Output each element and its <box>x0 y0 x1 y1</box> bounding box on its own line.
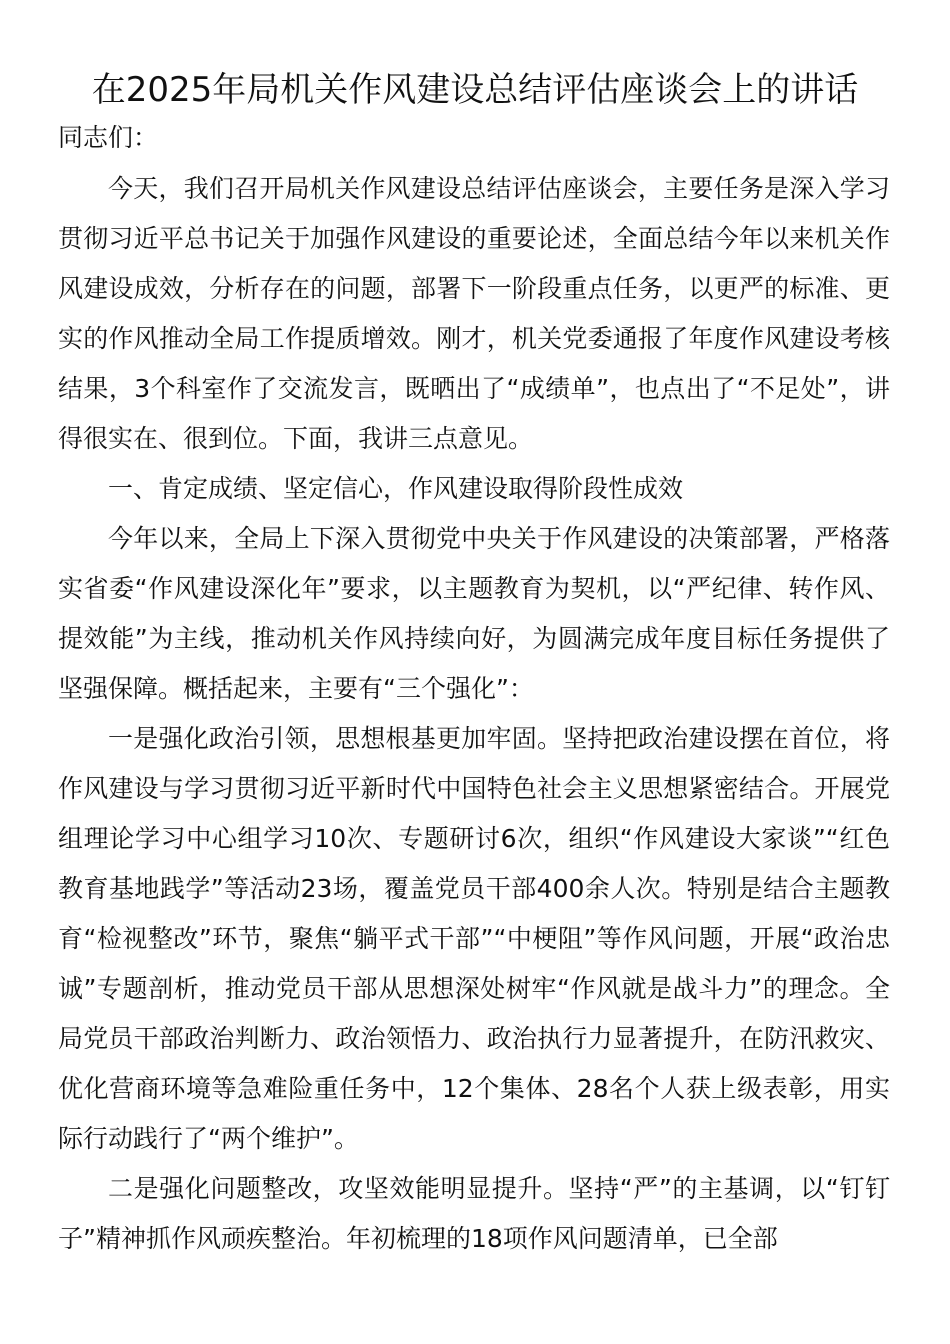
paragraph-overview: 今年以来，全局上下深入贯彻党中央关于作风建设的决策部署，严格落实省委“作风建设深化年”要求，以主题教育为契机，以“严纪律、转作风、提效能”为主线，推动机关作风持续向好，为圆满完成年度目标任务提供了坚强保障。概括起来，主要有“三个强化”： <box>58 524 890 703</box>
paragraph-point-1: 一是强化政治引领，思想根基更加牢固。坚持把政治建设摆在首位，将作风建设与学习贯彻习近平新时代中国特色社会主义思想紧密结合。开展党组理论学习中心组学习10次、专题研讨6次，组织“作风建设大家谈”“红色教育基地践学”等活动23场，覆盖党员干部400余人次。特别是结合主题教育“检视整改”环节，聚焦“躺平式干部”“中梗阻”等作风问题，开展“政治忠诚”专题剖析，推动党员干部从思想深处树牢“作风就是战斗力”的理念。全局党员干部政治判断力、政治领悟力、政治执行力显著提升，在防汛救灾、优化营商环境等急难险重任务中，12个集体、28名个人获上级表彰，用实际行动践行了“两个维护”。 <box>58 724 890 1153</box>
paragraph-intro: 今天，我们召开局机关作风建设总结评估座谈会，主要任务是深入学习贯彻习近平总书记关于加强作风建设的重要论述，全面总结今年以来机关作风建设成效，分析存在的问题，部署下一阶段重点任务，以更严的标准、更实的作风推动全局工作提质增效。刚才，机关党委通报了年度作风建设考核结果，3个科室作了交流发言，既晒出了“成绩单”，也点出了“不足处”，讲得很实在、很到位。下面，我讲三点意见。 <box>58 174 890 453</box>
document-body <box>58 164 890 1264</box>
section-heading-1: 一、肯定成绩、坚定信心，作风建设取得阶段性成效 <box>108 474 684 503</box>
paragraph-point-2: 二是强化问题整改，攻坚效能明显提升。坚持“严”的主基调，以“钉钉子”精神抓作风顽疾整治。年初梳理的18项作风问题清单，已全部 <box>58 1174 890 1253</box>
salutation: 同志们： <box>58 123 159 152</box>
document-title: 在2025年局机关作风建设总结评估座谈会上的讲话 <box>91 70 859 110</box>
